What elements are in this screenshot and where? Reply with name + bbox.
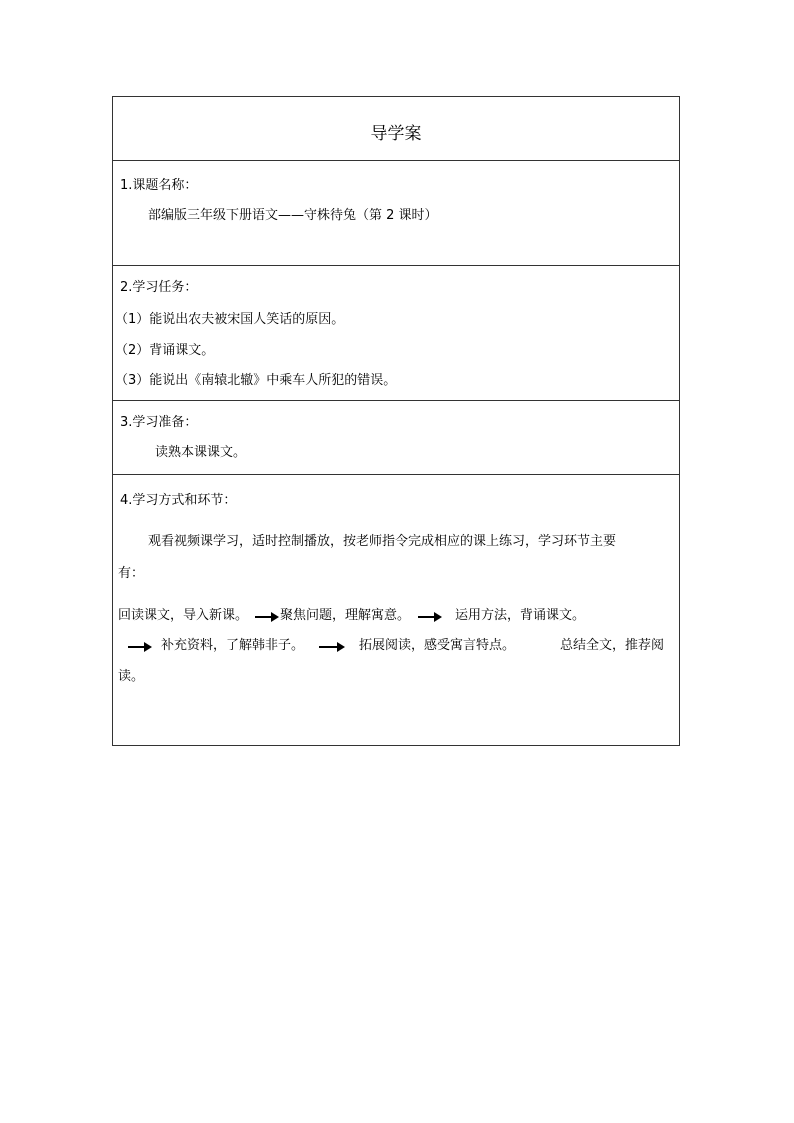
lesson-name-cell bbox=[113, 161, 679, 266]
step-item: 运用方法，背诵课文。 bbox=[455, 608, 586, 623]
arrow-right-icon bbox=[128, 641, 152, 653]
preparation-heading: 3.学习准备： bbox=[120, 415, 198, 430]
task-item: （1）能说出农夫被宋国人笑话的原因。 bbox=[115, 312, 345, 327]
step-item: 总结全文，推荐阅 bbox=[560, 638, 665, 653]
preparation-content: 读熟本课课文。 bbox=[155, 445, 247, 460]
title-cell bbox=[113, 97, 679, 161]
step-item: 读。 bbox=[118, 669, 145, 684]
preparation-cell bbox=[113, 401, 679, 475]
lesson-name-content: 部编版三年级下册语文——守株待兔（第 2 课时） bbox=[148, 208, 438, 223]
guide-table bbox=[112, 96, 680, 746]
method-intro-line: 观看视频课学习，适时控制播放，按老师指令完成相应的课上练习，学习环节主要 bbox=[148, 534, 617, 549]
task-item: （3）能说出《南辕北辙》中乘车人所犯的错误。 bbox=[115, 373, 397, 388]
task-item: （2）背诵课文。 bbox=[115, 343, 215, 358]
method-cell bbox=[113, 475, 679, 745]
step-item: 回读课文，导入新课。 bbox=[118, 608, 249, 623]
lesson-name-heading: 1.课题名称： bbox=[120, 178, 198, 193]
step-item: 拓展阅读，感受寓言特点。 bbox=[359, 638, 516, 653]
arrow-right-icon bbox=[255, 611, 279, 623]
arrow-right-icon bbox=[418, 611, 442, 623]
method-heading: 4.学习方式和环节： bbox=[120, 493, 237, 508]
step-item: 补充资料，了解韩非子。 bbox=[161, 638, 305, 653]
learning-tasks-cell bbox=[113, 266, 679, 401]
step-item: 聚焦问题，理解寓意。 bbox=[280, 608, 411, 623]
method-intro-line: 有： bbox=[118, 566, 145, 581]
learning-tasks-heading: 2.学习任务： bbox=[120, 280, 198, 295]
arrow-right-icon bbox=[319, 641, 345, 653]
page-title: 导学案 bbox=[370, 124, 422, 144]
